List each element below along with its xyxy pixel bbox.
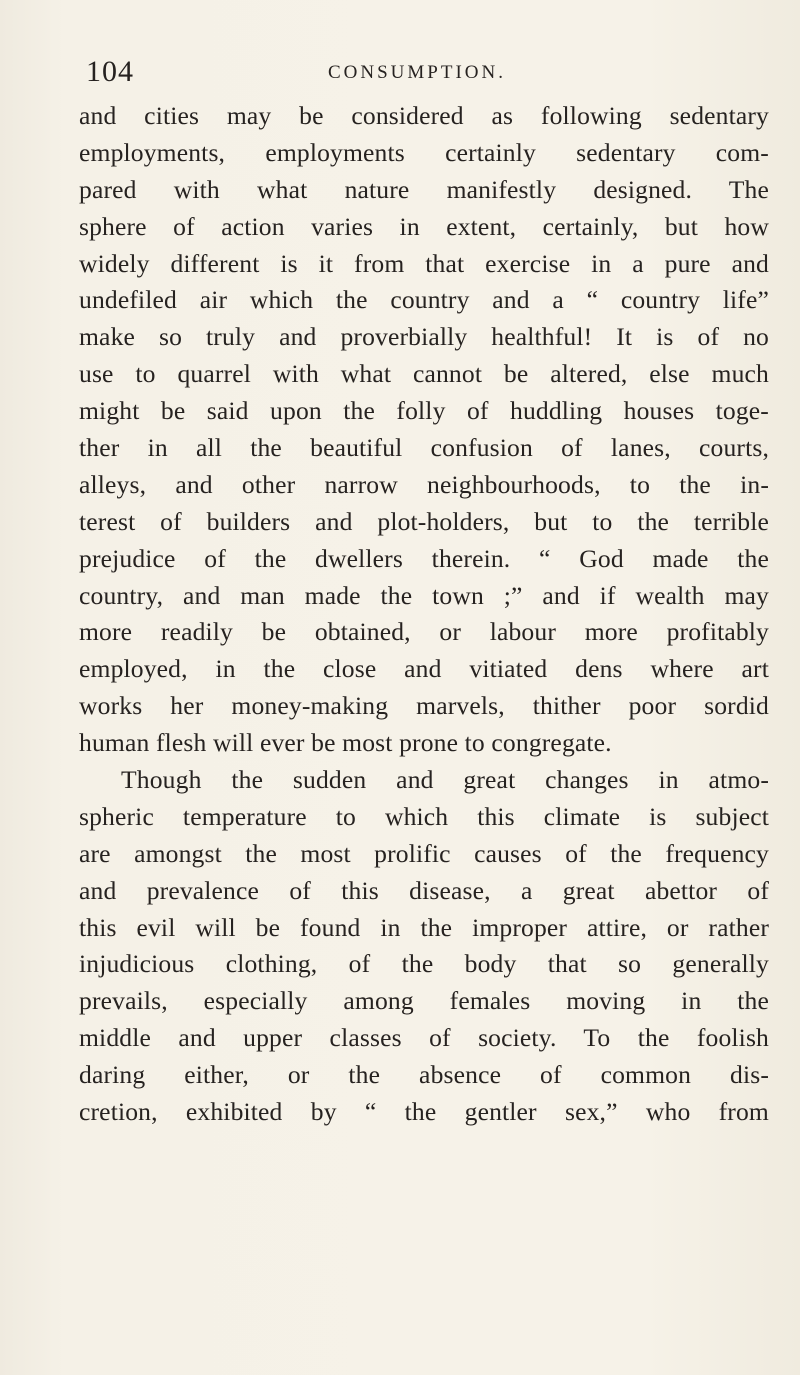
text-line: sphere of action varies in extent, certainly, but how <box>79 211 769 241</box>
text-line: Though the sudden and great changes in atmo- <box>121 765 769 795</box>
text-line: employed, in the close and vitiated dens where art <box>79 654 769 684</box>
text-line: more readily be obtained, or labour more profitably <box>79 617 769 647</box>
text-line: middle and upper classes of society. To the foolish <box>79 1023 769 1053</box>
text-line: country, and man made the town ;” and if wealth may <box>79 580 769 610</box>
text-line: prejudice of the dwellers therein. “ God made the <box>79 543 769 573</box>
text-line: employments, employments certainly sedentary com- <box>79 137 769 167</box>
text-line: undefiled air which the country and a “ country life” <box>79 285 769 315</box>
text-line: are amongst the most prolific causes of the frequency <box>79 838 769 868</box>
text-line: widely different is it from that exercise in a pure and <box>79 248 769 278</box>
text-line: terest of builders and plot-holders, but to the terrible <box>79 506 769 536</box>
text-line: spheric temperature to which this climate is subject <box>79 801 769 831</box>
body-text <box>79 98 769 1131</box>
text-line: injudicious clothing, of the body that so generally <box>79 949 769 979</box>
page-header <box>0 52 800 92</box>
text-line: works her money-making marvels, thither poor sordid <box>79 691 769 721</box>
text-line: this evil will be found in the improper attire, or rather <box>79 912 769 942</box>
text-line: and prevalence of this disease, a great abettor of <box>79 875 769 905</box>
text-line: cretion, exhibited by “ the gentler sex,” who from <box>79 1097 769 1127</box>
running-head: CONSUMPTION. <box>328 62 506 83</box>
text-line: make so truly and proverbially healthful! It is of no <box>79 322 769 352</box>
text-line: prevails, especially among females moving in the <box>79 986 769 1016</box>
text-line: use to quarrel with what cannot be altered, else much <box>79 359 769 389</box>
text-line: might be said upon the folly of huddling houses toge- <box>79 396 769 426</box>
text-line: ther in all the beautiful confusion of lanes, courts, <box>79 433 769 463</box>
text-line: pared with what nature manifestly designed. The <box>79 174 769 204</box>
text-line: and cities may be considered as following sedentary <box>79 101 769 130</box>
page-number: 104 <box>86 55 134 88</box>
text-line: daring either, or the absence of common dis- <box>79 1060 769 1090</box>
text-line: human flesh will ever be most prone to congregate. <box>79 728 612 758</box>
text-line: alleys, and other narrow neighbourhoods, to the in- <box>79 469 769 499</box>
